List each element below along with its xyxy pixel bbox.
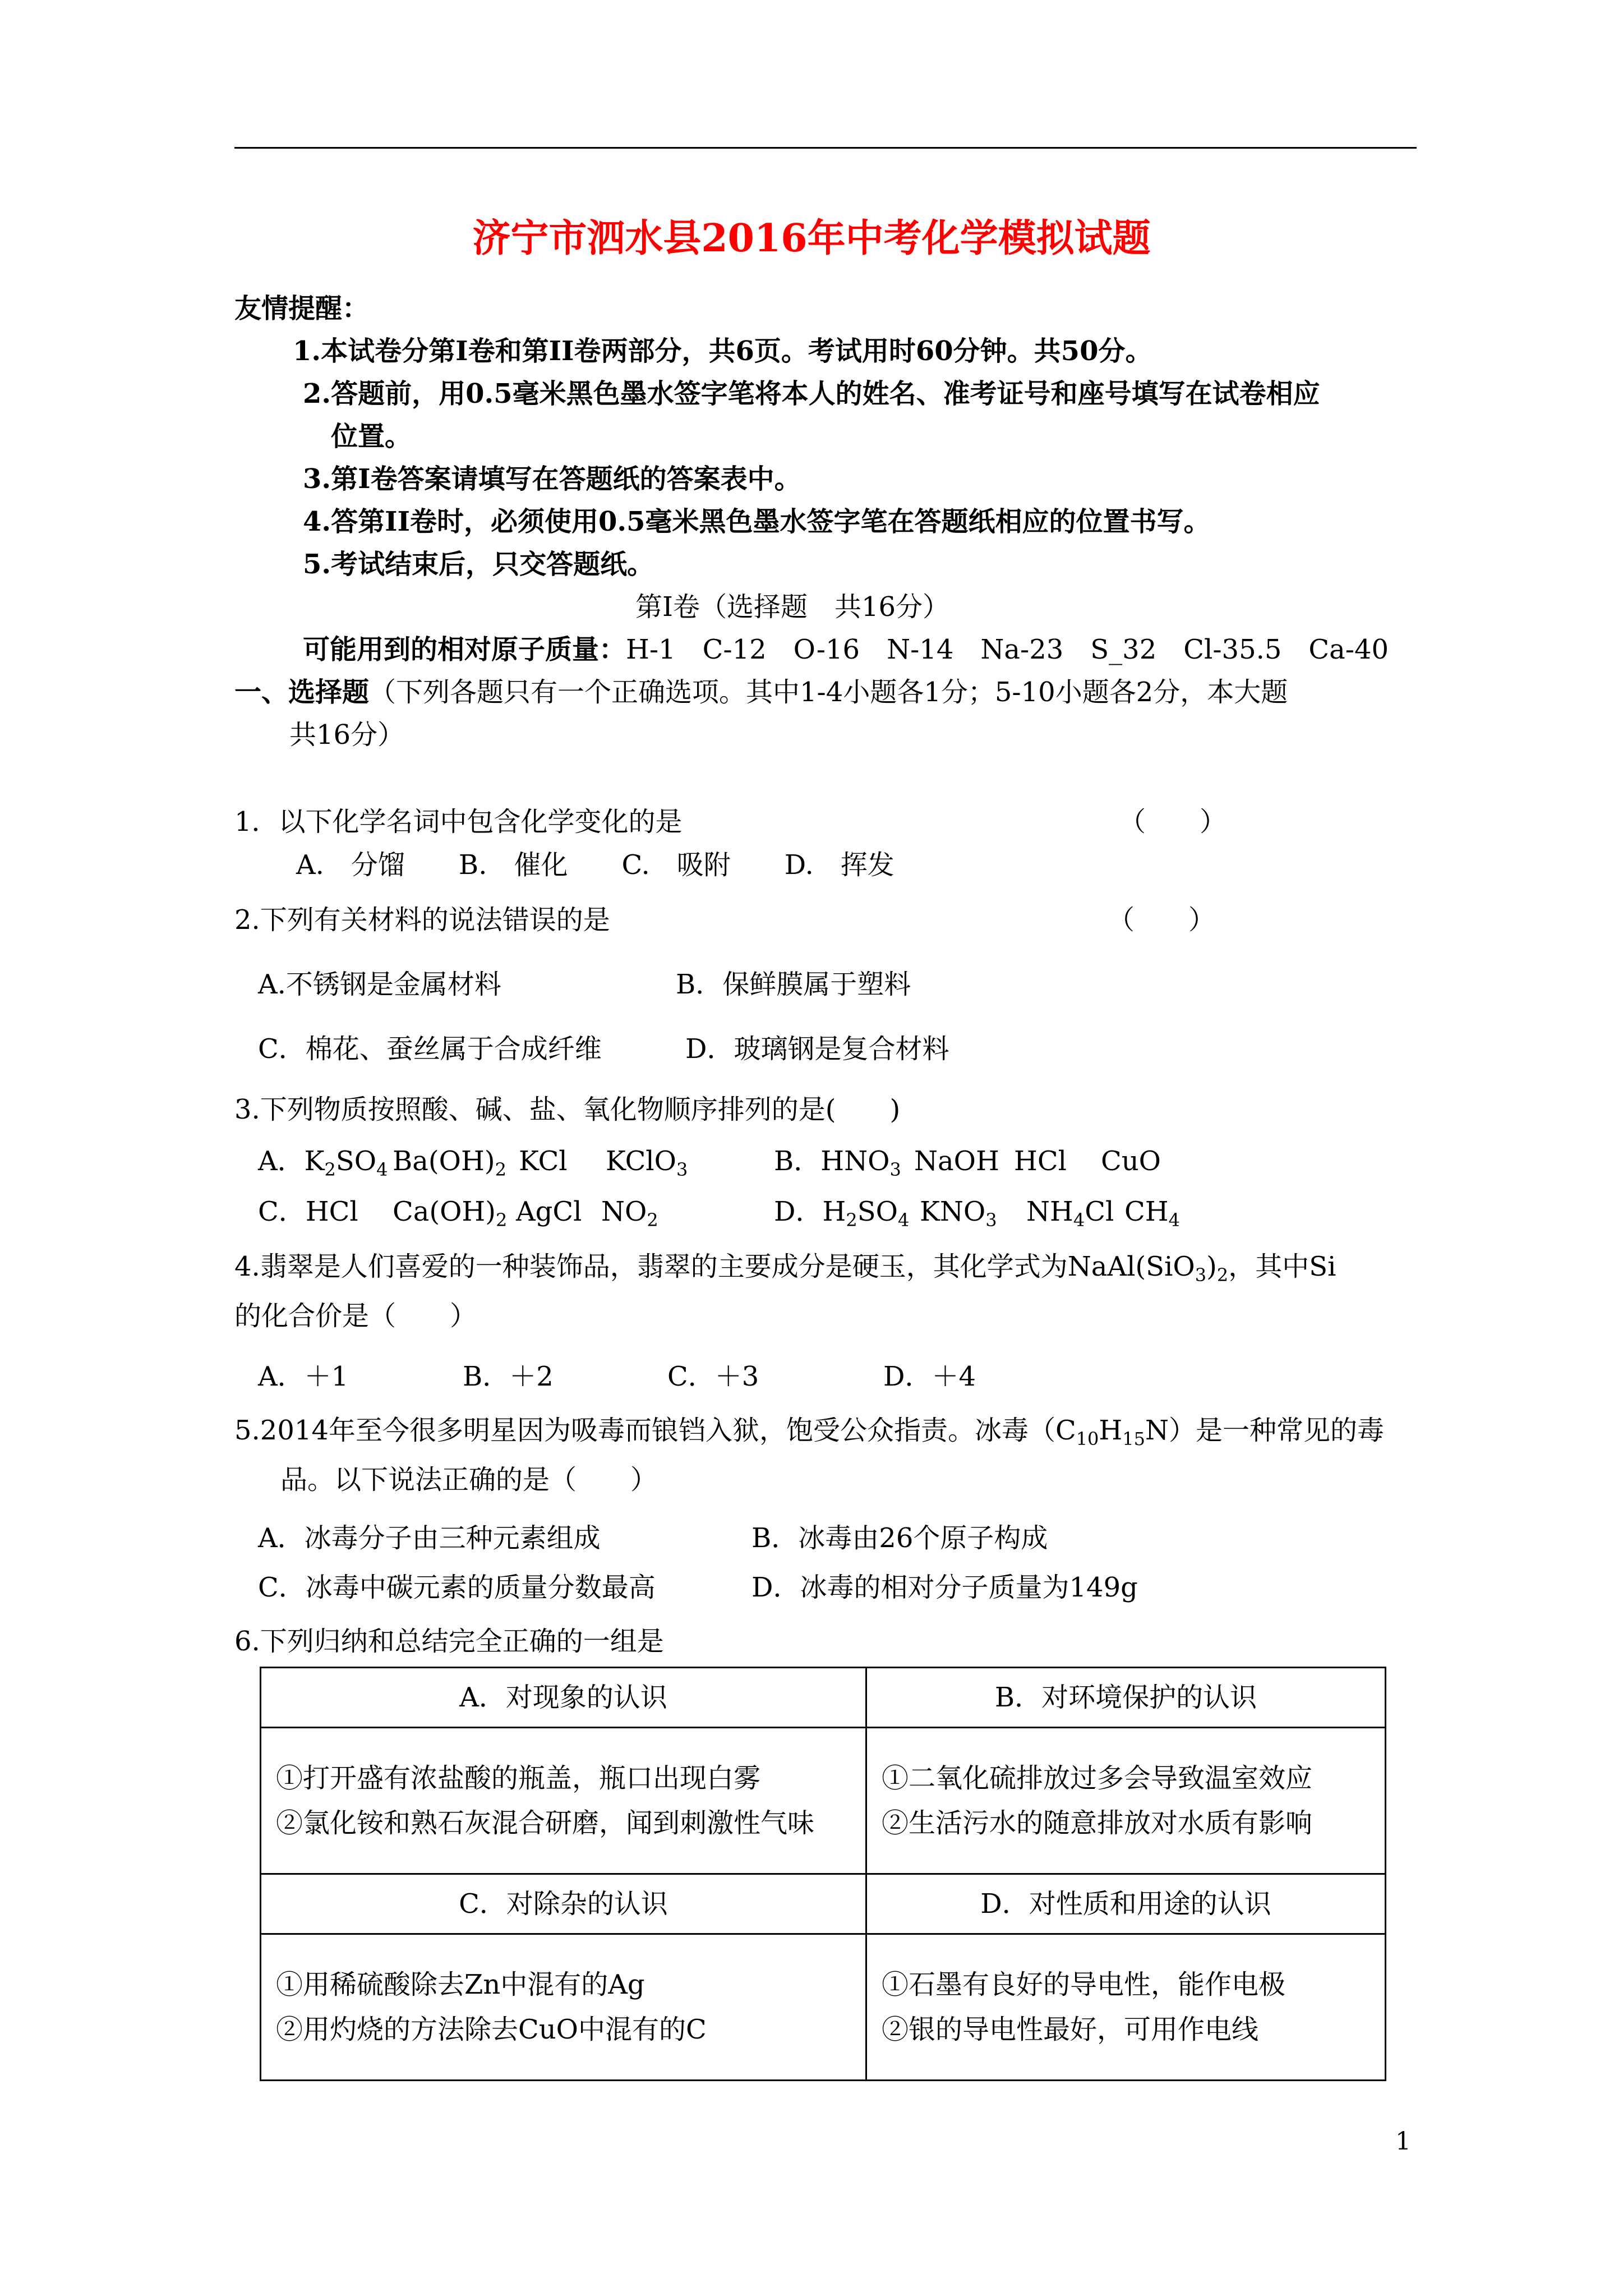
q3-c-f4: $NO_2$ (601, 1196, 658, 1231)
q4-option-d: D．＋4 (883, 1361, 976, 1392)
q4-option-a: A．＋1 (258, 1361, 349, 1392)
table-row (261, 1874, 1386, 1934)
header-rule (234, 147, 1417, 149)
part-one-line (234, 675, 1288, 709)
reminder-item-2: 2.答题前，用0.5毫米黑色墨水签字笔将本人的姓名、准考证号和座号填写在试卷相应 (303, 378, 1320, 409)
atomic-masses-values: H-1 C-12 O-16 N-14 Na-23 S_32 Cl-35.5 Ca-40 (626, 634, 1389, 665)
atomic-masses-label: 可能用到的相对原子质量： (303, 634, 626, 665)
q4-stem: 4.翡翠是人们喜爱的一种装饰品，翡翠的主要成分是硬玉，其化学式为$NaAl(SiO_3)_2$，其中Si (234, 1251, 1336, 1286)
q3-option-b (774, 1144, 901, 1178)
q3-a-f1: $K_2SO_4$ (304, 1145, 388, 1180)
reminder-heading: 友情提醒： (234, 293, 370, 324)
q3-option-a (258, 1144, 388, 1178)
q3-b-f2: NaOH (914, 1145, 999, 1177)
q4-stem-cont: 的化合价是（ ） (234, 1300, 477, 1332)
q3-d-f3: $NH_4Cl$ (1026, 1196, 1114, 1231)
q3-b-f4: CuO (1101, 1145, 1161, 1177)
q1-options: A. 分馏 B. 催化 C. 吸附 D. 挥发 (296, 849, 895, 881)
reminder-item-1: 1.本试卷分第Ⅰ卷和第II卷两部分，共6页。考试用时60分钟。共50分。 (293, 335, 1152, 367)
q2-option-b: B．保鲜膜属于塑料 (676, 969, 911, 1000)
q3-d-f1: $H_2SO_4$ (822, 1196, 910, 1231)
table-cell-a-line1: ①打开盛有浓盐酸的瓶盖，瓶口出现白雾 (276, 1763, 761, 1794)
q5-option-a: A．冰毒分子由三种元素组成 (258, 1522, 601, 1554)
table-row (261, 1728, 1386, 1874)
q2-bracket: （ ） (1108, 904, 1216, 936)
q5-option-c: C．冰毒中碳元素的质量分数最高 (258, 1572, 656, 1603)
reminder-item-5: 5.考试结束后，只交答题纸。 (303, 549, 654, 580)
table-cell-d-body (866, 1934, 1386, 2081)
table-cell-c-head: C．对除杂的认识 (261, 1874, 866, 1934)
part-one-label: 一、选择题 (234, 677, 370, 708)
atomic-masses-line (303, 633, 1389, 666)
part-one-note-cont: 共16分） (289, 719, 405, 751)
table-cell-b-body (866, 1728, 1386, 1874)
table-cell-b-line2: ②生活污水的随意排放对水质有影响 (882, 1807, 1313, 1839)
q3-b-f1: $HNO_3$ (820, 1145, 901, 1180)
q3-c-f3: AgCl (516, 1196, 582, 1227)
table-cell-a-head: A．对现象的认识 (261, 1668, 866, 1728)
table-row (261, 1934, 1386, 2081)
q3-option-c (258, 1195, 358, 1228)
q5-option-d: D．冰毒的相对分子质量为149g (751, 1572, 1138, 1603)
q3-c-label: C． (258, 1196, 306, 1227)
table-cell-d-head: D．对性质和用途的认识 (866, 1874, 1386, 1934)
q2-option-a: A.不锈钢是金属材料 (258, 969, 501, 1000)
q3-option-d (774, 1195, 910, 1231)
q1-bracket: （ ） (1119, 806, 1227, 838)
page-title: 济宁市泗水县2016年中考化学模拟试题 (472, 216, 1151, 261)
reminder-item-3: 3.第Ⅰ卷答案请填写在答题纸的答案表中。 (303, 463, 801, 495)
q3-b-f3: HCl (1014, 1145, 1067, 1177)
q3-d-label: D． (774, 1196, 823, 1227)
part-one-note: （下列各题只有一个正确选项。其中1-4小题各1分；5-10小题各2分，本大题 (369, 677, 1288, 708)
q5-stem-cont: 品。以下说法正确的是（ ） (280, 1464, 658, 1496)
table-cell-a-body (261, 1728, 866, 1874)
q6-table (260, 1667, 1386, 2081)
q3-a-label: A． (258, 1145, 305, 1177)
q3-b-label: B． (774, 1145, 821, 1177)
table-cell-b-head: B．对环境保护的认识 (866, 1668, 1386, 1728)
table-cell-a-line2: ②氯化铵和熟石灰混合研磨，闻到刺激性气味 (276, 1807, 815, 1839)
q3-d-f4: $CH_4$ (1124, 1196, 1180, 1231)
q4-option-b: B．＋2 (463, 1361, 554, 1392)
q2-stem: 2.下列有关材料的说法错误的是 (234, 904, 610, 936)
q5-stem: 5.2014年至今很多明星因为吸毒而锒铛入狱，饱受公众指责。冰毒$(C_{10}H_{15}N)$是一种常见的毒 (234, 1415, 1384, 1450)
table-cell-c-body (261, 1934, 866, 2081)
q1-stem: 1．以下化学名词中包含化学变化的是 (234, 806, 683, 838)
q3-d-f2: $KNO_3$ (920, 1196, 997, 1231)
q3-a-f2: $Ba(OH)_2$ (393, 1145, 506, 1180)
q2-option-c: C．棉花、蚕丝属于合成纤维 (258, 1033, 602, 1065)
table-cell-c-line1: ①用稀硫酸除去Zn中混有的Ag (276, 1969, 645, 2000)
page-number: 1 (1395, 2127, 1411, 2156)
q3-c-f2: $Ca(OH)_2$ (393, 1196, 508, 1231)
table-cell-d-line1: ①石墨有良好的导电性，能作电极 (882, 1969, 1286, 2000)
q4-option-c: C．＋3 (667, 1361, 759, 1392)
reminder-item-2-cont: 位置。 (331, 421, 412, 452)
q5-option-b: B．冰毒由26个原子构成 (751, 1522, 1048, 1554)
table-cell-c-line2: ②用灼烧的方法除去CuO中混有的C (276, 2014, 707, 2045)
section-heading: 第Ⅰ卷（选择题 共16分） (635, 591, 950, 623)
q3-a-f4: KClO$_3$ (606, 1145, 688, 1180)
q2-option-d: D．玻璃钢是复合材料 (685, 1033, 949, 1065)
q6-stem: 6.下列归纳和总结完全正确的一组是 (234, 1626, 664, 1657)
table-cell-d-line2: ②银的导电性最好，可用作电线 (882, 2014, 1259, 2045)
q3-stem: 3.下列物质按照酸、碱、盐、氧化物顺序排列的是( ) (234, 1094, 901, 1125)
q3-a-f3: KCl (519, 1145, 568, 1177)
reminder-item-4: 4.答第II卷时，必须使用0.5毫米黑色墨水签字笔在答题纸相应的位置书写。 (303, 506, 1211, 537)
table-row (261, 1668, 1386, 1728)
q3-c-f1: HCl (305, 1196, 358, 1227)
table-cell-b-line1: ①二氧化硫排放过多会导致温室效应 (882, 1763, 1313, 1794)
